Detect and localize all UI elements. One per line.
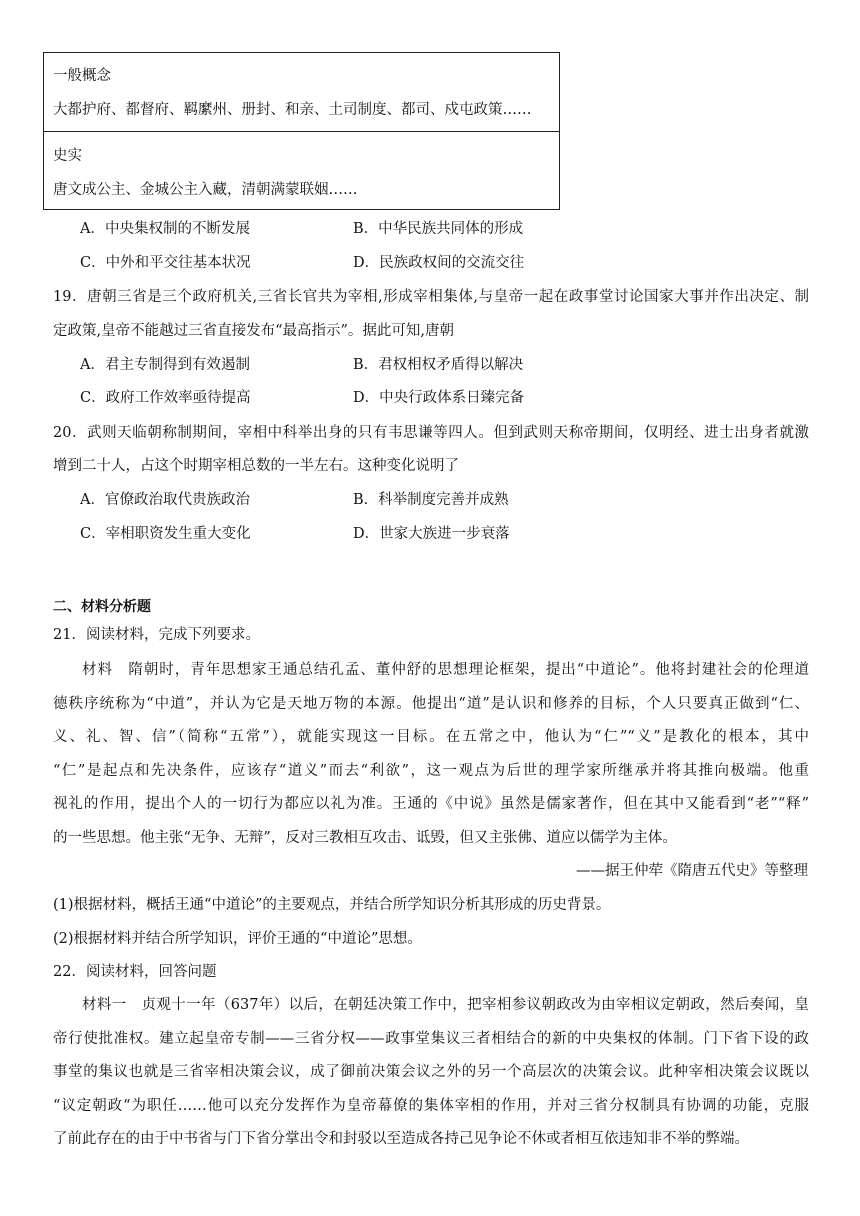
q18-option-c: C．中外和平交往基本状况 — [80, 255, 251, 271]
q18-option-d: D．民族政权间的交流交往 — [353, 255, 525, 271]
table-divider — [44, 131, 559, 132]
q22-material-line: 事堂的集议也就是三省宰相决策会议，成了御前决策会议之外的另一个高层次的决策会议。此种宰相决策会议既以 — [53, 1064, 809, 1080]
q22-material-line: 了前此存在的由于中书省与门下省分掌出令和封驳以至造成各持己见争论不休或者相互依违知非不举的弊端。 — [53, 1131, 749, 1147]
q20-option-d: D．世家大族进一步衰落 — [353, 526, 510, 542]
q19-option-d: D．中央行政体系日臻完备 — [353, 390, 525, 406]
historical-facts-title: 史实 — [53, 148, 82, 164]
q22-intro: 22．阅读材料，回答问题 — [53, 964, 217, 980]
q18-option-a: A．中央集权制的不断发展 — [80, 221, 250, 237]
q22-material-line: 材料一 贞观十一年（637年）以后，在朝廷决策工作中，把宰相参议朝政改为由宰相议定朝政，然后奏闻，皇 — [82, 997, 809, 1013]
q21-subquestion-2: (2)根据材料并结合所学知识，评价王通的“中道论”思想。 — [53, 931, 422, 947]
q21-material — [53, 654, 809, 855]
q20-option-c: C．宰相职资发生重大变化 — [80, 526, 251, 542]
q19-stem-line1: 19．唐朝三省是三个政府机关,三省长官共为宰相,形成宰相集体,与皇帝一起在政事堂讨论国家大事并作出决定、制 — [53, 289, 809, 305]
q21-material-line: 视礼的作用，提出个人的一切行为都应以礼为准。王通的《中说》虽然是儒家著作，但在其中又能看到“老”“释” — [53, 796, 809, 812]
q20-option-a: A．官僚政治取代贵族政治 — [80, 492, 250, 508]
section-title: 二、材料分析题 — [53, 599, 151, 615]
q21-material-line: 材料 隋朝时，青年思想家王通总结孔孟、董仲舒的思想理论框架，提出“中道论”。他将封建社会的伦理道 — [82, 662, 809, 678]
q20-stem-line1: 20．武则天临朝称制期间，宰相中科举出身的只有韦思谦等四人。但到武则天称帝期间，仅明经、进士出身者就激 — [53, 425, 809, 441]
q19-option-a: A．君主专制得到有效遏制 — [80, 357, 250, 373]
q21-material-line: 义、礼、智、信”（简称“五常”），就能实现这一目标。在五常之中，他认为“仁”“义”是教化的根本，其中 — [53, 729, 809, 745]
general-concept-title: 一般概念 — [53, 68, 111, 84]
q21-material-line: 德秩序统称为“中道”，并认为它是天地万物的本源。他提出“道”是认识和修养的目标，个人只要真正做到“仁、 — [53, 695, 809, 712]
historical-facts-text: 唐文成公主、金城公主入藏，清朝满蒙联姻…… — [53, 182, 358, 198]
q21-source: ——据王仲荦《隋唐五代史》等整理 — [576, 863, 808, 879]
q22-material — [53, 989, 809, 1157]
q22-material-line: “议定朝政“为职任……他可以充分发挥作为皇帝幕僚的集体宰相的作用，并对三省分权制具有协调的功能，克服 — [53, 1097, 809, 1114]
q21-material-line: “仁”是起点和先决条件，应该存“道义”而去“利欲”，这一观点为后世的理学家所继承并将其推向极端。他重 — [53, 762, 809, 779]
q18-option-b: B．中华民族共同体的形成 — [353, 221, 524, 237]
general-concept-text: 大都护府、都督府、羁縻州、册封、和亲、土司制度、都司、戍屯政策…… — [53, 102, 532, 118]
q22-material-line: 帝行使批准权。建立起皇帝专制——三省分权——政事堂集议三者相结合的新的中央集权的体制。门下省下设的政 — [53, 1030, 809, 1047]
q21-material-line: 的一些思想。他主张“无争、无辩”，反对三教相互攻击、诋毁，但又主张佛、道应以儒学为主体。 — [53, 829, 677, 846]
q19-option-b: B．君权相权矛盾得以解决 — [353, 357, 524, 373]
q19-stem-line2: 定政策,皇帝不能越过三省直接发布“最高指示”。据此可知,唐朝 — [53, 323, 455, 339]
q21-subquestion-1: (1)根据材料，概括王通“中道论”的主要观点，并结合所学知识分析其形成的历史背景。 — [53, 897, 611, 913]
q21-intro: 21．阅读材料，完成下列要求。 — [53, 627, 260, 643]
q20-option-b: B．科举制度完善并成熟 — [353, 492, 509, 508]
q20-stem-line2: 增到二十人，占这个时期宰相总数的一半左右。这种变化说明了 — [53, 458, 459, 474]
q19-option-c: C．政府工作效率亟待提高 — [80, 390, 251, 406]
